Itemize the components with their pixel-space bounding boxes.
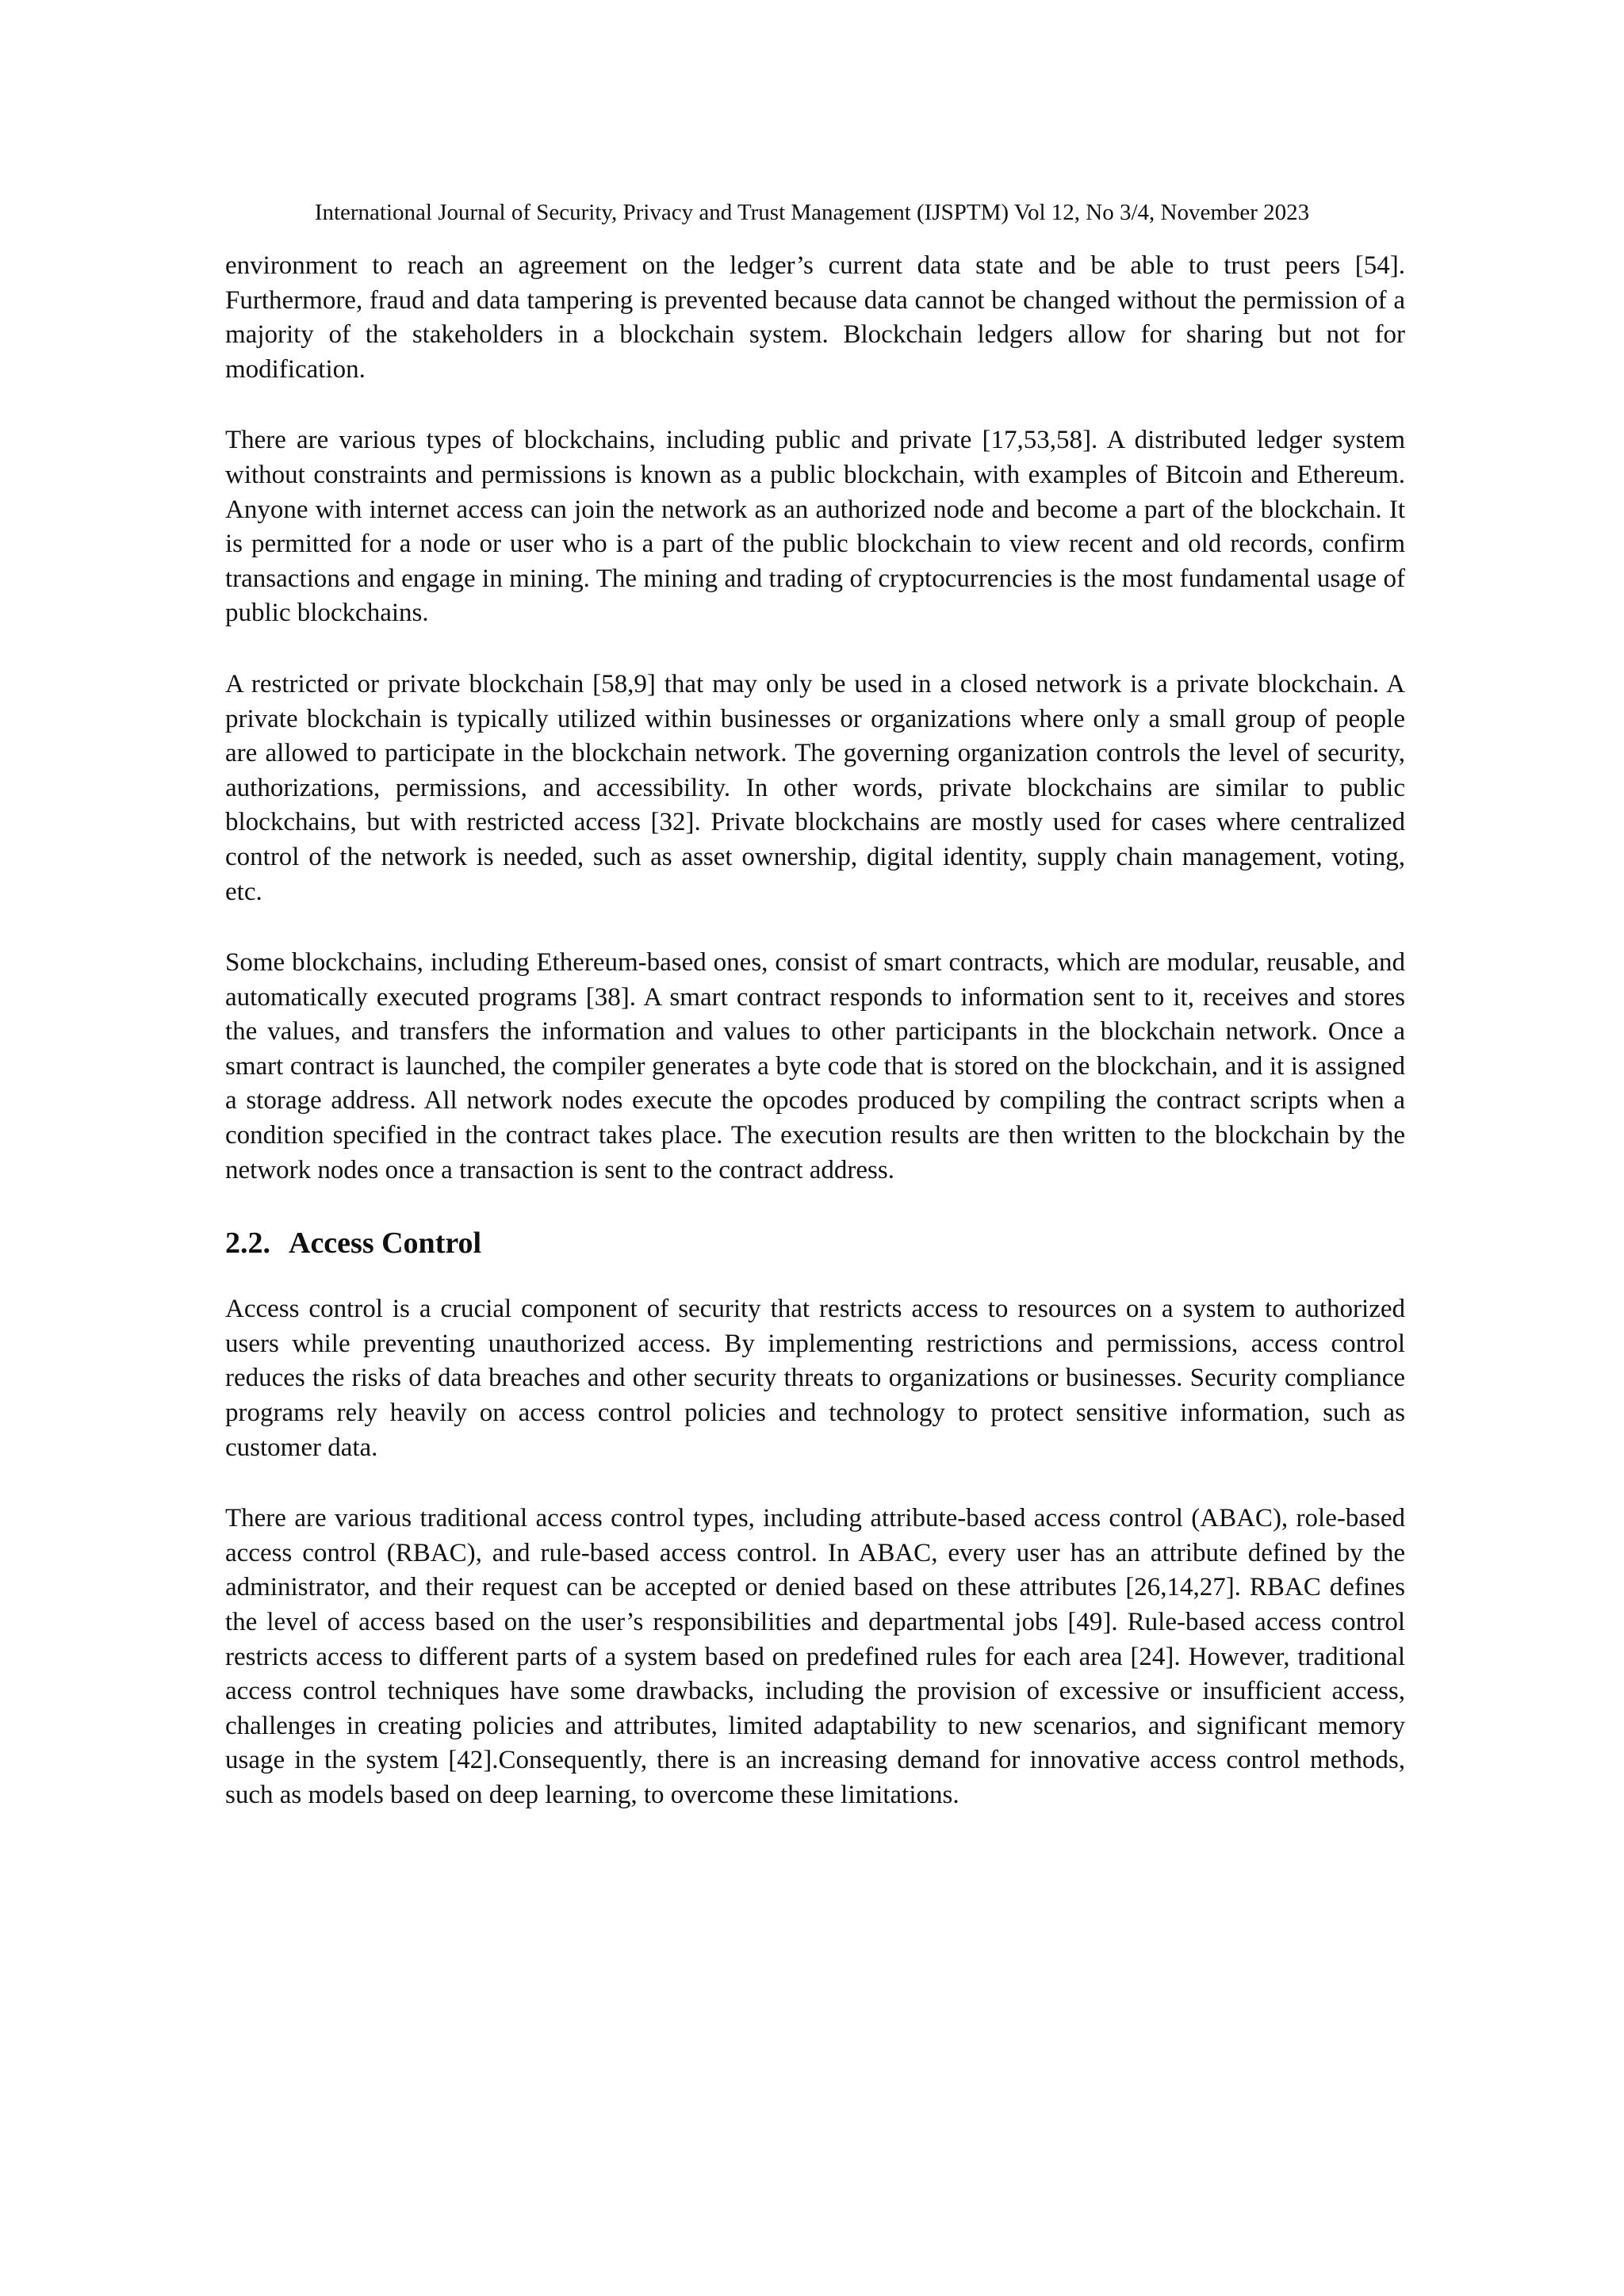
paragraph-access-control-intro: Access control is a crucial component of security that restricts access to resources on a system to authorized users while preventing unauthorized access. By implementing restrictions and permissions, access control reduces the risks of data breaches and other security threats to organizations or businesses. Security compliance programs rely heavily on access control policies and technology to protect sensitive information, such as customer data.: [225, 1295, 1405, 1462]
paragraph-access-control-types: There are various traditional access control types, including attribute-based access control (ABAC), role-based access control (RBAC), and rule-based access control. In ABAC, every user has an attribute defined by the administrator, and their request can be accepted or denied based on these attributes [26,14,27]. RBAC defines the level of access based on the user’s responsibilities and departmental jobs [49]. Rule-based access control restricts access to different parts of a system based on predefined rules for each area [24]. However, traditional access control techniques have some drawbacks, including the provision of excessive or insufficient access, challenges in creating policies and attributes, limited adaptability to new scenarios, and significant memory usage in the system [42].Consequently, there is an increasing demand for innovative access control methods, such as models based on deep learning, to overcome these limitations.: [225, 1504, 1405, 1809]
paragraph-ledger-consensus: environment to reach an agreement on the ledger’s current data state and be able to trust peers [54]. Furthermore, fraud and data tampering is prevented because data cannot be changed without the permission of a majority of the stakeholders in a blockchain system. Blockchain ledgers allow for sharing but not for modification.: [225, 251, 1405, 384]
page-body: [225, 249, 1405, 1850]
paragraph-private-blockchain: A restricted or private blockchain [58,9] that may only be used in a closed network is a private blockchain. A private blockchain is typically utilized within businesses or organizations where only a small group of people are allowed to participate in the blockchain network. The governing organization controls the level of security, authorizations, permissions, and accessibility. In other words, private blockchains are similar to public blockchains, but with restricted access [32]. Private blockchains are mostly used for cases where centralized control of the network is needed, such as asset ownership, digital identity, supply chain management, voting, etc.: [225, 669, 1405, 906]
section-title: Access Control: [289, 1226, 482, 1261]
section-heading: [225, 1224, 1405, 1262]
paragraph-smart-contracts: Some blockchains, including Ethereum-based ones, consist of smart contracts, which are modular, reusable, and automatically executed programs [38]. A smart contract responds to information sent to it, receives and stores the values, and transfers the information and values to other participants in the blockchain network. Once a smart contract is launched, the compiler generates a byte code that is stored on the blockchain, and it is assigned a storage address. All network nodes execute the opcodes produced by compiling the contract scripts when a condition specified in the contract takes place. The execution results are then written to the blockchain by the network nodes once a transaction is sent to the contract address.: [225, 948, 1405, 1184]
paragraph-blockchain-types: There are various types of blockchains, including public and private [17,53,58]. A distributed ledger system without constraints and permissions is known as a public blockchain, with examples of Bitcoin and Ethereum. Anyone with internet access can join the network as an authorized node and become a part of the blockchain. It is permitted for a node or user who is a part of the public blockchain to view recent and old records, confirm transactions and engage in mining. The mining and trading of cryptocurrencies is the most fundamental usage of public blockchains.: [225, 426, 1405, 628]
section-number: 2.2.: [225, 1226, 270, 1261]
running-header: International Journal of Security, Privacy and Trust Management (IJSPTM) Vol 12, No 3/4, November 2023: [314, 200, 1310, 225]
